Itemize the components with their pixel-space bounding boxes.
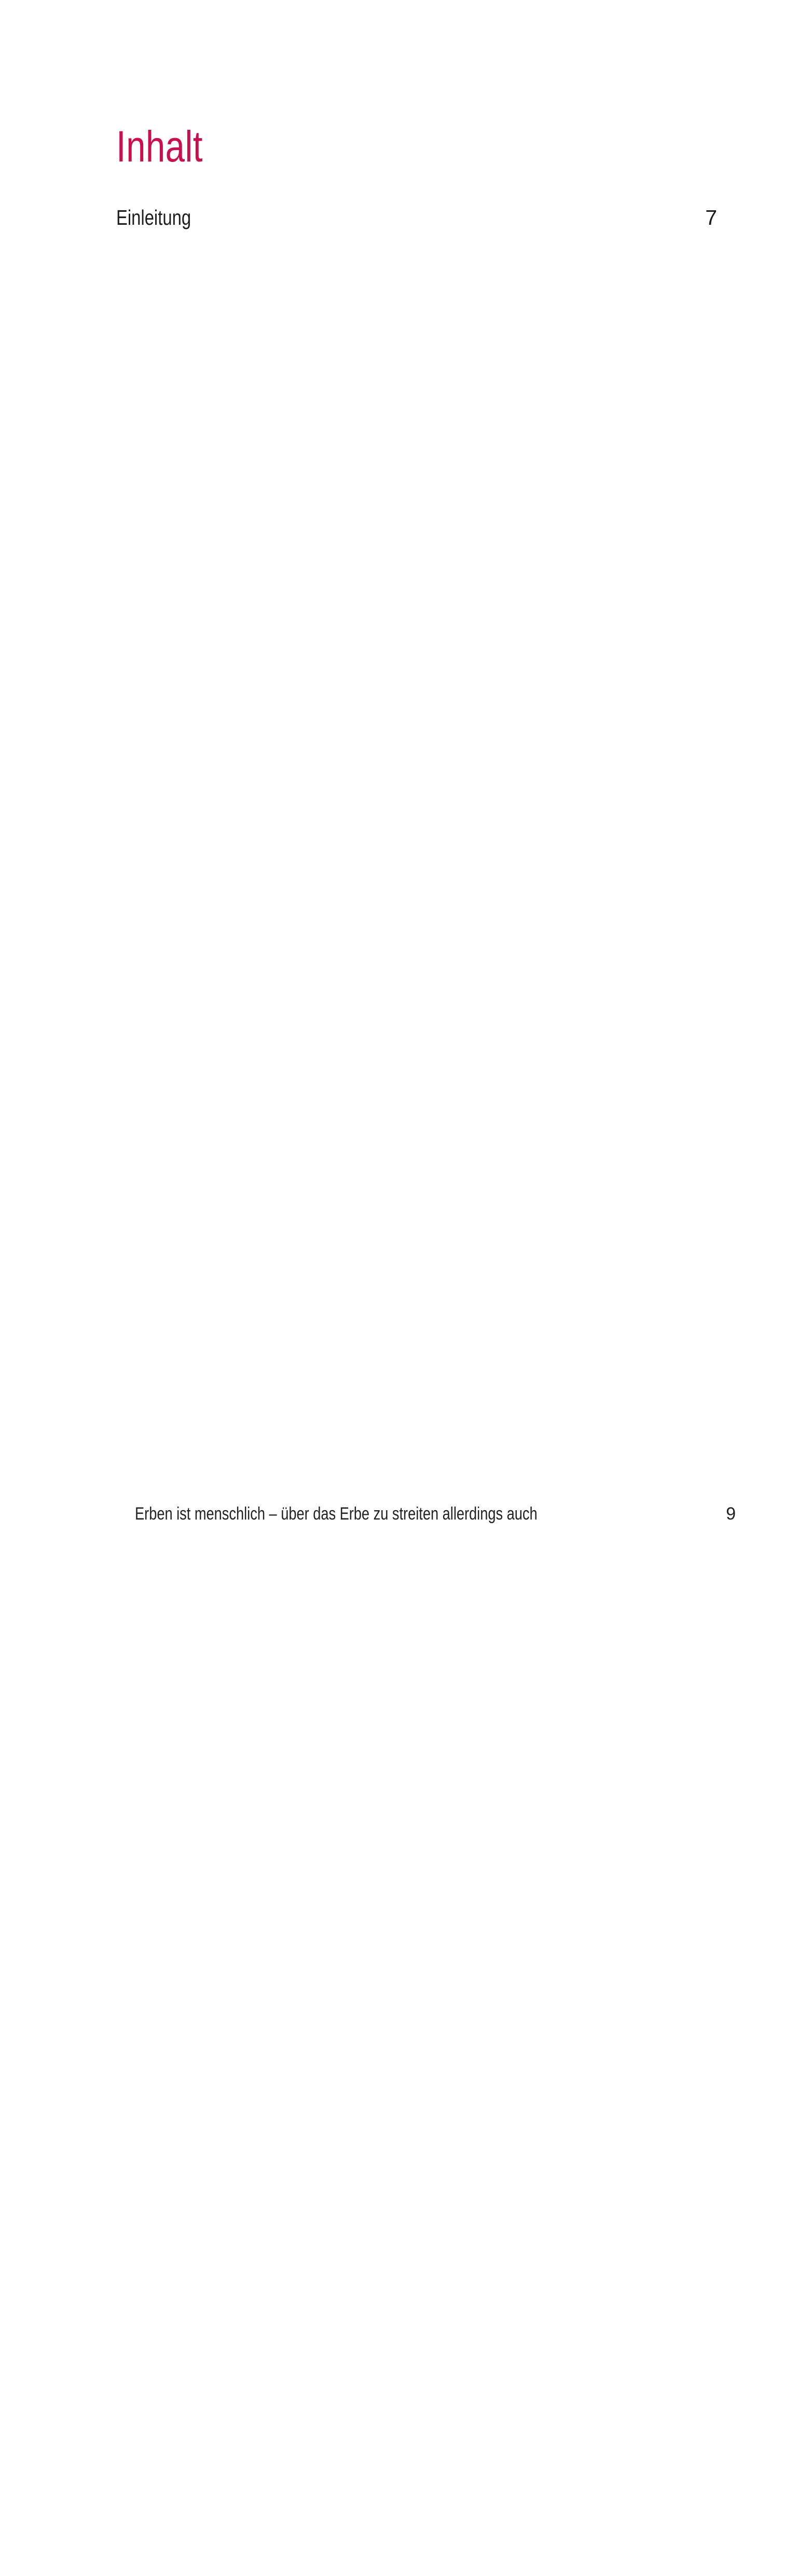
toc-section-einleitung xyxy=(116,206,736,2576)
toc-entry-page: 9 xyxy=(726,1504,736,1524)
toc-entry-row[interactable] xyxy=(116,1503,737,2576)
toc-heading-label: Einleitung xyxy=(116,206,191,229)
toc-entry-label: Erben ist menschlich – über das Erbe zu streiten allerdings auch xyxy=(135,1504,538,1524)
page-title: Inhalt xyxy=(116,122,203,171)
toc-heading-page: 7 xyxy=(705,206,717,229)
toc-list xyxy=(116,206,736,2576)
toc-heading-row[interactable] xyxy=(116,206,718,1494)
